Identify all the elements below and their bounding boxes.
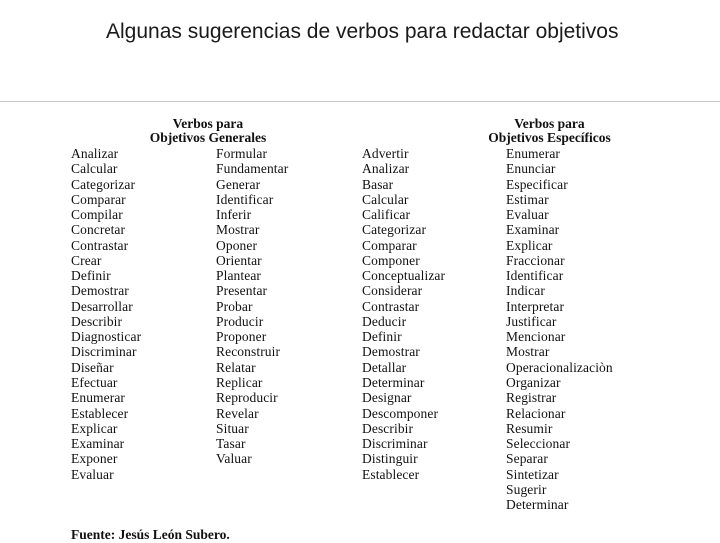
verb-item: Reproducir bbox=[216, 390, 278, 406]
verb-item: Contrastar bbox=[71, 237, 129, 253]
generales-column-2 bbox=[216, 146, 288, 467]
verb-item: Describir bbox=[362, 420, 414, 436]
verb-item: Comparar bbox=[362, 237, 417, 253]
verb-item: Describir bbox=[71, 313, 123, 329]
verb-item: Determinar bbox=[506, 497, 569, 513]
verb-item: Estimar bbox=[506, 191, 549, 207]
verb-item: Mencionar bbox=[506, 329, 566, 345]
verb-item: Definir bbox=[362, 329, 402, 345]
verb-item: Contrastar bbox=[362, 298, 420, 314]
verb-item: Valuar bbox=[216, 451, 252, 467]
verb-item: Fundamentar bbox=[216, 161, 289, 177]
verb-item: Relacionar bbox=[506, 405, 566, 421]
verb-item: Examinar bbox=[71, 436, 125, 452]
verb-item: Proponer bbox=[216, 329, 267, 345]
header-especificos bbox=[462, 117, 637, 145]
verb-item: Concretar bbox=[71, 222, 126, 238]
verb-item: Conceptualizar bbox=[362, 268, 446, 284]
verb-item: Analizar bbox=[362, 161, 410, 177]
verb-item: Explicar bbox=[71, 420, 118, 436]
verb-item: Fraccionar bbox=[506, 252, 565, 268]
verb-item: Inferir bbox=[216, 207, 252, 223]
verb-item: Distinguir bbox=[362, 451, 418, 467]
verb-item: Oponer bbox=[216, 237, 258, 253]
verb-item: Producir bbox=[216, 313, 264, 329]
verb-item: Demostrar bbox=[71, 283, 129, 299]
verb-item: Enumerar bbox=[71, 390, 126, 406]
verb-item: Categorizar bbox=[71, 176, 136, 192]
verb-item: Comparar bbox=[71, 191, 126, 207]
verb-item: Interpretar bbox=[506, 298, 565, 314]
verb-item: Seleccionar bbox=[506, 436, 571, 452]
verb-item: Analizar bbox=[71, 146, 119, 161]
verb-item: Establecer bbox=[71, 405, 129, 421]
verb-item: Demostrar bbox=[362, 344, 420, 360]
verb-item: Determinar bbox=[362, 374, 425, 390]
verb-item: Definir bbox=[71, 268, 111, 284]
verb-item: Mostrar bbox=[216, 222, 260, 238]
verb-item: Registrar bbox=[506, 390, 557, 406]
verb-item: Presentar bbox=[216, 283, 268, 299]
verb-item: Compilar bbox=[71, 207, 123, 223]
verb-item: Calcular bbox=[71, 161, 118, 177]
verb-item: Designar bbox=[362, 390, 412, 406]
verb-item: Operacionalizaciòn bbox=[506, 359, 613, 375]
verb-item: Tasar bbox=[216, 436, 246, 452]
verb-item: Plantear bbox=[216, 268, 262, 284]
verb-item: Explicar bbox=[506, 237, 553, 253]
header-generales bbox=[118, 117, 298, 145]
verb-item: Establecer bbox=[362, 466, 420, 482]
verb-item: Advertir bbox=[362, 146, 409, 161]
header-generales-line2: Objetivos Generales bbox=[149, 130, 267, 145]
verb-item: Calificar bbox=[362, 207, 411, 223]
verb-item: Categorizar bbox=[362, 222, 427, 238]
verb-item: Evaluar bbox=[506, 207, 549, 223]
verb-item: Resumir bbox=[506, 420, 553, 436]
header-especificos-line1: Verbos para bbox=[514, 116, 585, 131]
especificos-column-2 bbox=[506, 146, 613, 512]
verb-item: Especificar bbox=[506, 176, 568, 192]
verb-item: Efectuar bbox=[71, 374, 118, 390]
verb-item: Separar bbox=[506, 451, 548, 467]
verb-item: Orientar bbox=[216, 252, 262, 268]
generales-column-1 bbox=[71, 146, 141, 482]
verb-item: Discriminar bbox=[362, 436, 428, 452]
verb-item: Generar bbox=[216, 176, 261, 192]
verb-item: Deducir bbox=[362, 313, 407, 329]
title-divider bbox=[0, 101, 720, 102]
verb-item: Detallar bbox=[362, 359, 407, 375]
verb-item: Mostrar bbox=[506, 344, 550, 360]
verb-item: Formular bbox=[216, 146, 268, 161]
verb-item: Identificar bbox=[216, 191, 274, 207]
verb-item: Enunciar bbox=[506, 161, 556, 177]
verb-item: Discriminar bbox=[71, 344, 137, 360]
verb-item: Organizar bbox=[506, 374, 561, 390]
verb-item: Basar bbox=[362, 176, 394, 192]
verb-item: Desarrollar bbox=[71, 298, 133, 314]
verb-item: Revelar bbox=[216, 405, 259, 421]
verb-item: Replicar bbox=[216, 374, 263, 390]
verb-item: Crear bbox=[71, 252, 102, 268]
verb-item: Situar bbox=[216, 420, 249, 436]
verb-item: Calcular bbox=[362, 191, 409, 207]
especificos-column-1 bbox=[362, 146, 445, 482]
slide-title: Algunas sugerencias de verbos para redactar objetivos bbox=[106, 20, 619, 43]
source-note: Fuente: Jesús León Subero. bbox=[71, 527, 230, 542]
verb-item: Diagnosticar bbox=[71, 329, 142, 345]
verb-item: Sintetizar bbox=[506, 466, 559, 482]
verb-item: Justificar bbox=[506, 313, 557, 329]
verb-item: Examinar bbox=[506, 222, 560, 238]
verb-item: Considerar bbox=[362, 283, 423, 299]
verb-item: Indicar bbox=[506, 283, 545, 299]
verb-item: Exponer bbox=[71, 451, 118, 467]
verb-item: Componer bbox=[362, 252, 420, 268]
verb-item: Descomponer bbox=[362, 405, 439, 421]
verb-item: Sugerir bbox=[506, 481, 547, 497]
header-especificos-line2: Objetivos Específicos bbox=[488, 130, 611, 145]
verb-item: Reconstruir bbox=[216, 344, 281, 360]
header-generales-line1: Verbos para bbox=[172, 116, 244, 131]
verb-item: Evaluar bbox=[71, 466, 114, 482]
verb-item: Probar bbox=[216, 298, 253, 314]
verb-item: Enumerar bbox=[506, 146, 561, 161]
verb-item: Diseñar bbox=[71, 359, 114, 375]
verb-item: Relatar bbox=[216, 359, 256, 375]
verb-item: Identificar bbox=[506, 268, 564, 284]
